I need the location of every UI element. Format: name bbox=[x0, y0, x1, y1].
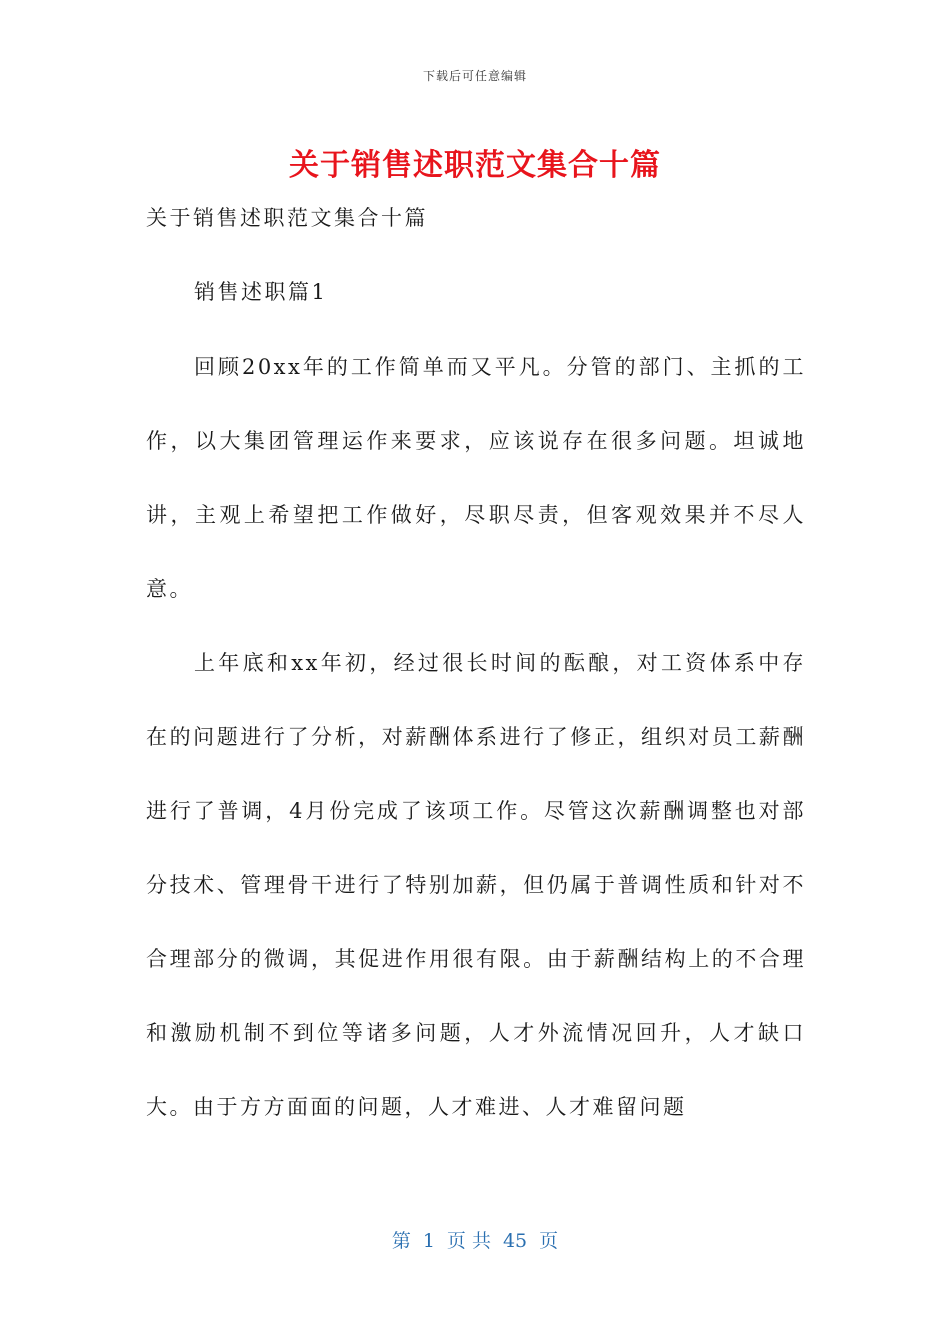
document-title: 关于销售述职范文集合十篇 bbox=[289, 148, 661, 183]
footer-total-pages: 45 bbox=[502, 1230, 528, 1252]
footer-current-page: 1 bbox=[422, 1230, 435, 1252]
document-body bbox=[146, 200, 806, 1144]
section-heading: 销售述职篇1 bbox=[194, 280, 328, 304]
footer-label-page: 第 bbox=[391, 1230, 411, 1252]
page-footer bbox=[0, 1226, 950, 1253]
footer-label-of: 页 共 bbox=[446, 1230, 491, 1252]
paragraph: 回顾20xx年的工作简单而又平凡。分管的部门、主抓的工作，以大集团管理运作来要求，应该说存在很多问题。坦诚地讲，主观上希望把工作做好，尽职尽责，但客观效果并不尽人意。 bbox=[146, 355, 806, 601]
document-subtitle: 关于销售述职范文集合十篇 bbox=[146, 206, 428, 230]
header-note: 下载后可任意编辑 bbox=[422, 69, 527, 83]
footer-label-unit: 页 bbox=[539, 1230, 559, 1252]
paragraph: 上年底和xx年初，经过很长时间的酝酿，对工资体系中存在的问题进行了分析，对薪酬体系进行了修正，组织对员工薪酬进行了普调，4月份完成了该项工作。尽管这次薪酬调整也对部分技术、管理骨干进行了特别加薪，但仍属于普调性质和针对不合理部分的微调，其促进作用很有限。由于薪酬结构上的不合理和激励机制不到位等诸多问题，人才外流情况回升，人才缺口大。由于方方面面的问题，人才难进、人才难留问题 bbox=[146, 651, 806, 1119]
